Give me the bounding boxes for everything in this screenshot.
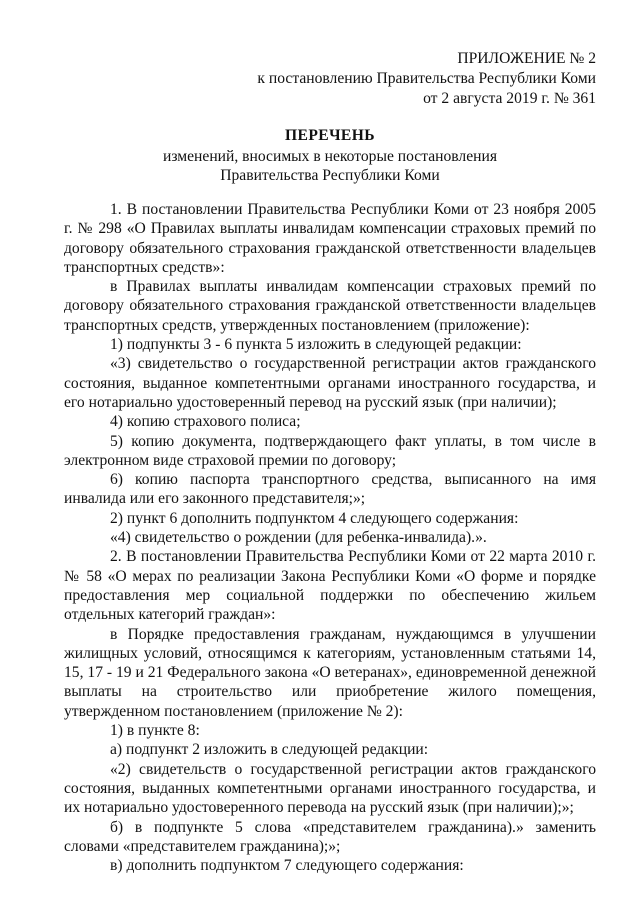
paragraph: в Правилах выплаты инвалидам компенсации страховых премий по договору обязательного страхования гражданской ответственности владельцев транспортных средств, утвержденных постановлением (приложение): bbox=[64, 278, 596, 334]
paragraph: а) подпункт 2 изложить в следующей редакции: bbox=[110, 741, 429, 759]
paragraph: б) в подпункте 5 слова «представителем гражданина).» заменить словами «представителем гражданина);»; bbox=[64, 818, 596, 855]
document-title: ПЕРЕЧЕНЬ bbox=[285, 127, 375, 144]
paragraph: 6) копию паспорта транспортного средства, выписанного на имя инвалида или его законного представителя;»; bbox=[64, 471, 596, 508]
paragraph: 2) пункт 6 дополнить подпунктом 4 следующего содержания: bbox=[110, 509, 519, 527]
paragraph: «2) свидетельств о государственной регистрации актов гражданского состояния, выданных компетентными органами иностранного государства, и их нотариально удостоверенного перевода на русский язык (при наличии);»; bbox=[64, 760, 596, 817]
paragraph: в) дополнить подпунктом 7 следующего содержания: bbox=[110, 857, 464, 875]
paragraph: 2. В постановлении Правительства Республики Коми от 22 марта 2010 г. № 58 «О мерах по реализации Закона Республики Коми «О форме и порядке предоставления мер социальной поддержки по обеспечению жильем отдельных категорий граждан»: bbox=[64, 548, 596, 624]
paragraph: в Порядке предоставления гражданам, нуждающимся в улучшении жилищных условий, относящимся к категориям, установленным статьями 14, 15, 17 - 19 и 21 Федерального закона «О ветеранах», единовременной денежной выплаты на строительство или приобретение жилого помещения, утвержденном постановлением (приложение № 2): bbox=[64, 625, 596, 720]
paragraph: «4) свидетельство о рождении (для ребенка-инвалида).». bbox=[110, 529, 487, 547]
appendix-number: ПРИЛОЖЕНИЕ № 2 bbox=[457, 50, 596, 67]
document-subtitle-line2: Правительства Республики Коми bbox=[220, 167, 440, 184]
document-body bbox=[64, 200, 596, 875]
appendix-date: от 2 августа 2019 г. № 361 bbox=[423, 90, 596, 107]
title-block bbox=[64, 126, 596, 185]
paragraph: «3) свидетельство о государственной регистрации актов гражданского состояния, выданное компетентными органами иностранного государства, и его нотариально удостоверенный перевод на русский язык (при наличии); bbox=[64, 355, 596, 411]
appendix-header bbox=[257, 49, 596, 109]
paragraph: 1) в пункте 8: bbox=[110, 722, 200, 740]
paragraph: 1) подпункты 3 - 6 пункта 5 изложить в следующей редакции: bbox=[110, 336, 522, 354]
appendix-decree: к постановлению Правительства Республики Коми bbox=[257, 70, 596, 87]
document-subtitle-line1: изменений, вносимых в некоторые постановления bbox=[162, 148, 498, 165]
paragraph: 1. В постановлении Правительства Республики Коми от 23 ноября 2005 г. № 298 «О Правилах выплаты инвалидам компенсации страховых премий по договору обязательного страхования гражданской ответственности владельцев транспортных средств»: bbox=[64, 201, 596, 276]
paragraph: 5) копию документа, подтверждающего факт уплаты, в том числе в электронном виде страховой премии по договору; bbox=[64, 432, 596, 469]
paragraph: 4) копию страхового полиса; bbox=[110, 413, 301, 431]
